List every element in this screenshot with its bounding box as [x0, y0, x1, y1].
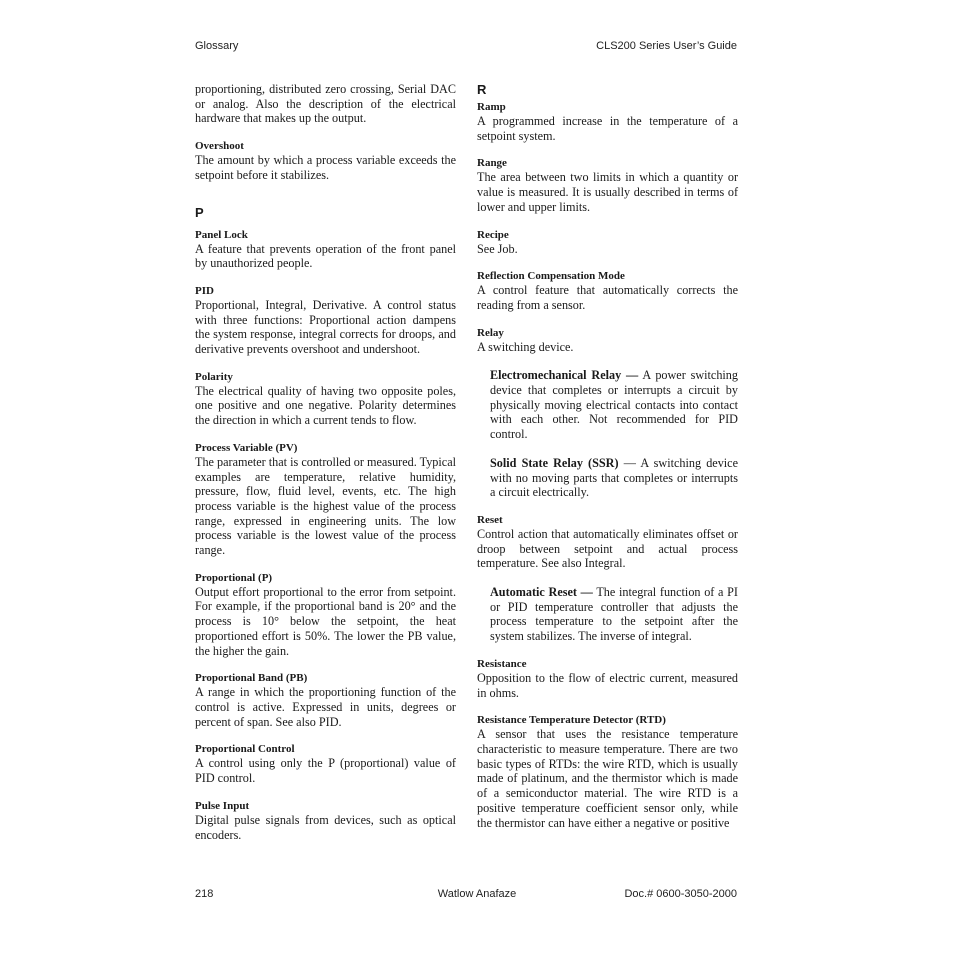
def-polarity: The electrical quality of having two opposite poles, one positive and one negative. Polarity determines the direction in which a current tends to flow.: [195, 383, 456, 428]
entry-overshoot: [195, 140, 456, 182]
def-reflection-compensation: A control feature that automatically corrects the reading from a sensor.: [477, 283, 738, 312]
def-pid: Proportional, Integral, Derivative. A control status with three functions: Proportional action dampens the system response, integral corrects for droops, and derivative prevents overshoot and undershoot.: [195, 297, 456, 357]
def-resistance: Opposition to the flow of electric current, measured in ohms.: [477, 670, 738, 700]
entry-reflection-compensation: [477, 270, 738, 312]
def-rtd: A sensor that uses the resistance temperature characteristic to measure temperature. There are two basic types of RTDs: the wire RTD, which is usually made of platinum, and the thermistor which is made of a semiconductor material. The wire RTD is a positive temperature coefficient sensor only, while the thermistor can have either a negative or positive: [477, 727, 738, 830]
term-solid-state-relay: Solid State Relay (SSR): [490, 455, 619, 470]
term-reset: Reset: [477, 513, 503, 526]
term-pid: PID: [195, 284, 214, 297]
footer-publisher: Watlow Anafaze: [437, 888, 517, 900]
def-recipe: See Job.: [477, 241, 518, 256]
footer-document-number: Doc.# 0600-3050-2000: [624, 888, 737, 900]
term-relay: Relay: [477, 326, 504, 339]
entry-proportional-control: [195, 743, 456, 785]
def-range: The area between two limits in which a quantity or value is measured. It is usually described in terms of lower and upper limits.: [477, 170, 738, 214]
term-automatic-reset: Automatic Reset —: [490, 585, 593, 600]
def-proportional: Output effort proportional to the error from setpoint. For example, if the proportional band is 20° and the process is 10° below the setpoint, the heat proportioned effort is 50%. The lower the PB value, the higher the gain.: [195, 584, 456, 658]
term-range: Range: [477, 157, 507, 170]
subentry-electromechanical-relay: [490, 368, 738, 442]
subentry-solid-state-relay: [490, 456, 738, 500]
def-ramp: A programmed increase in the temperature of a setpoint system.: [477, 114, 738, 143]
def-automatic-reset: The integral function of a PI or PID temperature controller that adjusts the process temperature to the setpoint after the system stabilizes. The inverse of integral.: [490, 585, 738, 644]
def-panel-lock: A feature that prevents operation of the front panel by unauthorized people.: [195, 241, 456, 271]
def-relay: A switching device.: [477, 339, 574, 354]
entry-resistance: [477, 658, 738, 700]
entry-proportional-band: [195, 672, 456, 729]
header-document-title: CLS200 Series User’s Guide: [596, 40, 737, 52]
entry-ramp: [477, 101, 738, 143]
term-rtd: Resistance Temperature Detector (RTD): [477, 714, 666, 727]
entry-process-variable: [195, 442, 456, 558]
left-column: [195, 82, 456, 856]
term-reflection-compensation: Reflection Compensation Mode: [477, 270, 625, 283]
def-process-variable: The parameter that is controlled or measured. Typical examples are temperature, relative humidity, pressure, flow, fluid level, events, etc. The high process variable is the highest value of the process range, expressed in engineering units. The low process variable is the lowest value of the process range.: [195, 454, 456, 558]
continuation-text: proportioning, distributed zero crossing, Serial DAC or analog. Also the description of the electrical hardware that makes up the output.: [195, 82, 456, 126]
entry-rtd: [477, 714, 738, 830]
term-proportional-control: Proportional Control: [195, 743, 295, 756]
entry-panel-lock: [195, 229, 456, 271]
term-proportional: Proportional (P): [195, 571, 273, 584]
entry-pulse-input: [195, 800, 456, 842]
term-proportional-band: Proportional Band (PB): [195, 672, 308, 685]
section-letter-p: P: [195, 204, 204, 220]
term-recipe: Recipe: [477, 228, 509, 241]
def-electromechanical-relay: A power switching device that completes or interrupts a circuit by physically moving electrical contacts into contact with each other. Not recommended for PID control.: [490, 368, 738, 442]
term-polarity: Polarity: [195, 370, 233, 383]
entry-recipe: [477, 229, 738, 257]
entry-pid: [195, 285, 456, 357]
entry-relay: [477, 327, 738, 355]
entry-polarity: [195, 371, 456, 428]
def-proportional-band: A range in which the proportioning function of the control is active. Expressed in units, degrees or percent of span. See also PID.: [195, 685, 456, 729]
def-pulse-input: Digital pulse signals from devices, such as optical encoders.: [195, 812, 456, 842]
term-resistance: Resistance: [477, 657, 527, 670]
subentry-automatic-reset: [490, 585, 738, 644]
def-reset: Control action that automatically eliminates offset or droop between setpoint and actual process temperature. See also Integral.: [477, 526, 738, 571]
footer-page-number: 218: [195, 888, 214, 900]
term-electromechanical-relay: Electromechanical Relay —: [490, 368, 639, 383]
def-overshoot: The amount by which a process variable exceeds the setpoint before it stabilizes.: [195, 153, 456, 182]
term-ramp: Ramp: [477, 101, 506, 113]
def-solid-state-relay: — A switching device with no moving parts that completes or interrupts a circuit electrically.: [490, 455, 738, 500]
entry-proportional: [195, 572, 456, 659]
term-panel-lock: Panel Lock: [195, 228, 248, 241]
entry-range: [477, 157, 738, 214]
term-pulse-input: Pulse Input: [195, 799, 250, 812]
header-section-title: Glossary: [195, 40, 239, 52]
right-column: [477, 82, 738, 844]
term-process-variable: Process Variable (PV): [195, 441, 298, 454]
def-proportional-control: A control using only the P (proportional) value of PID control.: [195, 756, 456, 786]
term-overshoot: Overshoot: [195, 140, 244, 153]
entry-reset: [477, 514, 738, 571]
section-letter-r: R: [477, 82, 487, 97]
